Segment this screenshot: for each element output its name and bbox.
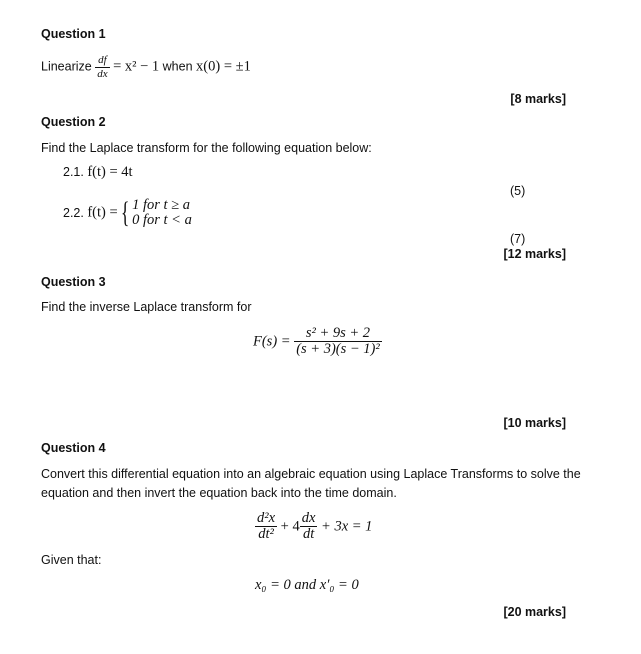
case-2: 0 for t < a bbox=[132, 212, 192, 229]
F-of-s-fraction bbox=[294, 326, 382, 358]
item-2-1-equation: f(t) = 4t bbox=[87, 164, 133, 180]
item-2-2-marks: (7) bbox=[510, 232, 526, 246]
item-2-2-lhs: f(t) = bbox=[87, 204, 118, 221]
differential-equation bbox=[255, 511, 372, 543]
F-of-s-label: F(s) = bbox=[253, 333, 291, 350]
df-numerator: df bbox=[95, 55, 109, 68]
dt-denominator: dt bbox=[302, 526, 315, 543]
F-of-s-numerator: s² + 9s + 2 bbox=[294, 326, 382, 342]
equation-rest: + 3x = 1 bbox=[321, 518, 373, 535]
question-4-marks: [20 marks] bbox=[503, 605, 566, 619]
linearize-label: Linearize bbox=[41, 59, 92, 74]
question-4-text-line-2: equation and then invert the equation back into the time domain. bbox=[41, 486, 397, 500]
question-1-marks: [8 marks] bbox=[510, 92, 566, 106]
question-3-marks: [10 marks] bbox=[503, 416, 566, 430]
d2x-numerator: d²x bbox=[257, 510, 276, 526]
dx-denominator: dx bbox=[97, 67, 108, 80]
item-2-2 bbox=[63, 198, 192, 228]
piecewise-cases bbox=[132, 198, 192, 228]
question-3-text: Find the inverse Laplace transform for bbox=[41, 300, 252, 314]
q1-condition: x(0) = ±1 bbox=[196, 58, 251, 75]
question-2-title: Question 2 bbox=[41, 115, 106, 129]
item-2-1 bbox=[63, 164, 133, 181]
initial-conditions: x₀ = 0 and x′₀ = 0 bbox=[255, 577, 359, 593]
question-2-text: Find the Laplace transform for the following equation below: bbox=[41, 141, 372, 155]
q1-rhs: = x² − 1 bbox=[113, 58, 160, 75]
question-4-title: Question 4 bbox=[41, 441, 106, 455]
when-label: when bbox=[162, 59, 193, 74]
question-1-title: Question 1 bbox=[41, 27, 106, 41]
F-of-s-denominator: (s + 3)(s − 1)² bbox=[296, 341, 380, 358]
case-1: 1 for t ≥ a bbox=[132, 197, 190, 213]
item-2-1-marks: (5) bbox=[510, 184, 526, 198]
dt2-denominator: dt² bbox=[258, 526, 274, 543]
question-4-text-line-1: Convert this differential equation into an algebraic equation using Laplace Transforms to solve the bbox=[41, 467, 581, 481]
plus-four: + 4 bbox=[280, 518, 300, 535]
d2x-dt2-fraction bbox=[255, 511, 277, 543]
given-that-label: Given that: bbox=[41, 553, 102, 567]
item-2-1-number: 2.1. bbox=[63, 165, 84, 179]
df-dx-fraction bbox=[95, 55, 109, 80]
item-2-2-number: 2.2. bbox=[63, 206, 84, 221]
question-2-marks: [12 marks] bbox=[503, 247, 566, 261]
left-brace: { bbox=[120, 196, 130, 230]
inverse-laplace-equation bbox=[253, 326, 382, 358]
dx-dt-fraction bbox=[300, 511, 318, 543]
question-1-statement bbox=[41, 55, 251, 80]
dx-numerator: dx bbox=[301, 510, 316, 526]
question-3-title: Question 3 bbox=[41, 275, 106, 289]
